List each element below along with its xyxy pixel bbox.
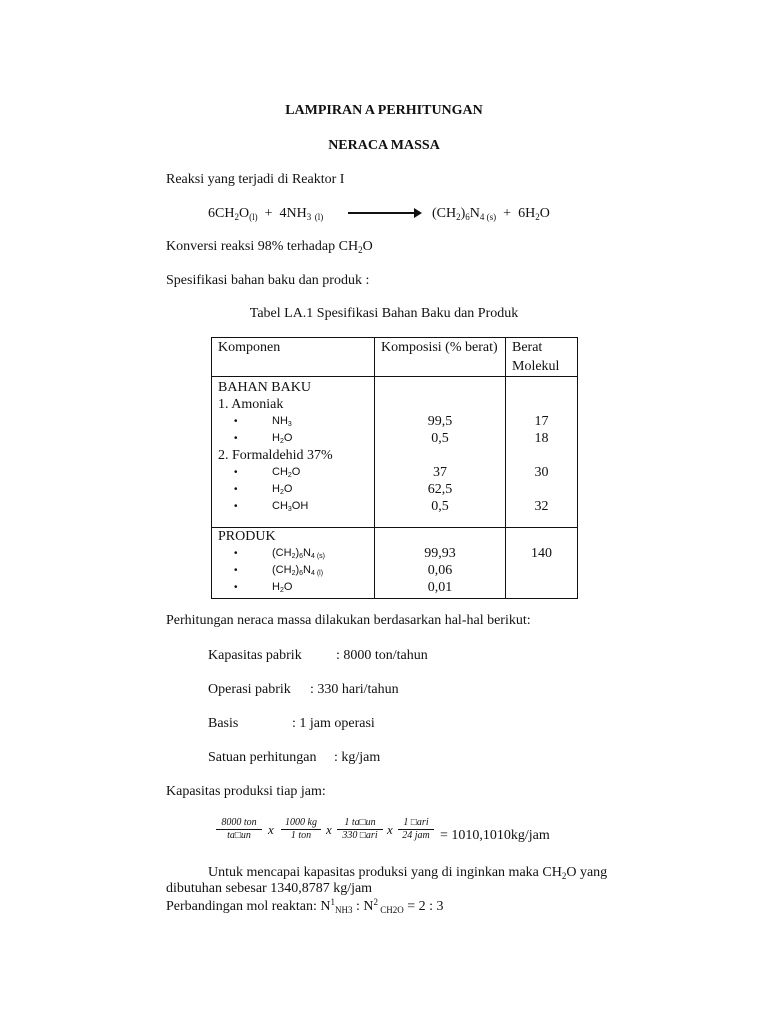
- raw-components-cell: [212, 377, 375, 528]
- fraction-kg-per-ton: 1000 kg 1 ton: [281, 817, 321, 842]
- list-item: • $CH_3OH$: [234, 500, 309, 513]
- composition-value: 0,01: [427, 580, 453, 595]
- molweight-value: 17: [534, 414, 549, 429]
- product-components-cell: [212, 528, 375, 599]
- capacity-intro: Kapasitas produksi tiap jam:: [166, 784, 326, 799]
- table-row-raw-materials: [212, 377, 578, 528]
- list-item: • $H_2O$: [234, 483, 293, 496]
- raw-label: BAHAN BAKU: [218, 380, 311, 395]
- page-subtitle: NERACA MASSA: [328, 138, 440, 153]
- raw-composition-cell: [375, 377, 506, 528]
- reaction-arrow: [348, 212, 420, 214]
- molweight-value: 140: [531, 546, 552, 561]
- spec-intro: Spesifikasi bahan baku dan produk :: [166, 273, 370, 288]
- list-item: • $(CH_2)_6N_{4 (s)}$: [234, 547, 325, 560]
- formaldehid-label: 2. Formaldehid 37%: [218, 448, 333, 463]
- requirement-line-1: Untuk mencapai kapasitas produksi yang di inginkan maka $CH_2O$ yang: [208, 865, 608, 881]
- spec-table: [211, 337, 578, 599]
- table-caption: Tabel LA.1 Spesifikasi Bahan Baku dan Produk: [249, 306, 519, 321]
- product-label: PRODUK: [218, 529, 276, 544]
- composition-value: 62,5: [427, 482, 453, 497]
- reaction-reactants: $6CH_2O_{(l)} + 4NH_3$ $_{(l)}$: [208, 206, 324, 222]
- basis-label: Basis: [208, 716, 239, 731]
- requirement-line-2: dibutuhan sebesar 1340,8787 kg/jam: [166, 881, 373, 896]
- multiply-sign: x: [326, 822, 332, 837]
- raw-molweight-cell: [506, 377, 578, 528]
- molweight-value: 30: [534, 465, 549, 480]
- molweight-value: [512, 481, 571, 498]
- molweight-value: 32: [534, 499, 549, 514]
- composition-value: 0,5: [431, 431, 449, 446]
- basis-label: Kapasitas pabrik: [208, 648, 302, 663]
- multiply-sign: x: [387, 822, 393, 837]
- reaction-products: $(CH_2)_6N_{4 (s)} + 6H_2O$: [432, 206, 550, 222]
- table-row-products: [212, 528, 578, 599]
- basis-intro: Perhitungan neraca massa dilakukan berdasarkan hal-hal berikut:: [166, 613, 531, 628]
- molweight-value: [512, 562, 571, 579]
- composition-value: 99,93: [424, 546, 456, 561]
- basis-label: Operasi pabrik: [208, 682, 291, 697]
- basis-value: : 8000 ton/tahun: [336, 648, 428, 663]
- molweight-value: [512, 579, 571, 596]
- basis-value: : 330 hari/tahun: [310, 682, 399, 697]
- formula-result: = 1010,1010kg/jam: [440, 828, 550, 843]
- list-item: • $H_2O$: [234, 432, 293, 445]
- reaction-intro: Reaksi yang terjadi di Reaktor I: [166, 172, 345, 187]
- composition-value: 99,5: [427, 414, 453, 429]
- page-title: LAMPIRAN A PERHITUNGAN: [285, 103, 483, 118]
- conversion-text: Konversi reaksi 98% terhadap $CH_2O$: [166, 239, 373, 255]
- molweight-value: 18: [534, 431, 549, 446]
- list-item: • $(CH_2)_6N_{4 (l)}$: [234, 564, 324, 577]
- fraction-capacity: 8000 ton ta□un: [216, 817, 262, 842]
- header-komposisi: Komposisi (% berat): [375, 338, 506, 377]
- basis-value: : 1 jam operasi: [292, 716, 375, 731]
- list-item: • $CH_2O$: [234, 466, 301, 479]
- composition-value: 37: [433, 465, 447, 480]
- basis-value: : kg/jam: [334, 750, 381, 765]
- product-molweight-cell: [506, 528, 578, 599]
- header-komponen: Komponen: [212, 338, 375, 377]
- header-berat-molekul: Berat Molekul: [506, 338, 578, 377]
- list-item: • $NH_3$: [234, 415, 292, 428]
- composition-value: 0,5: [431, 499, 449, 514]
- mol-ratio: Perbandingan mol reaktan: $N^1_{NH3}$ : $N^2$ $_{CH2O}$ = 2 : 3: [166, 897, 444, 915]
- fraction-day-per-hours: 1 □ari 24 jam: [398, 817, 434, 842]
- product-composition-cell: [375, 528, 506, 599]
- fraction-year-per-days: 1 ta□un 330 □ari: [337, 817, 383, 842]
- multiply-sign: x: [268, 822, 274, 837]
- amoniak-label: 1. Amoniak: [218, 397, 284, 412]
- composition-value: 0,06: [427, 563, 453, 578]
- table-header-row: [212, 338, 578, 377]
- list-item: • $H_2O$: [234, 581, 293, 594]
- basis-label: Satuan perhitungan: [208, 750, 317, 765]
